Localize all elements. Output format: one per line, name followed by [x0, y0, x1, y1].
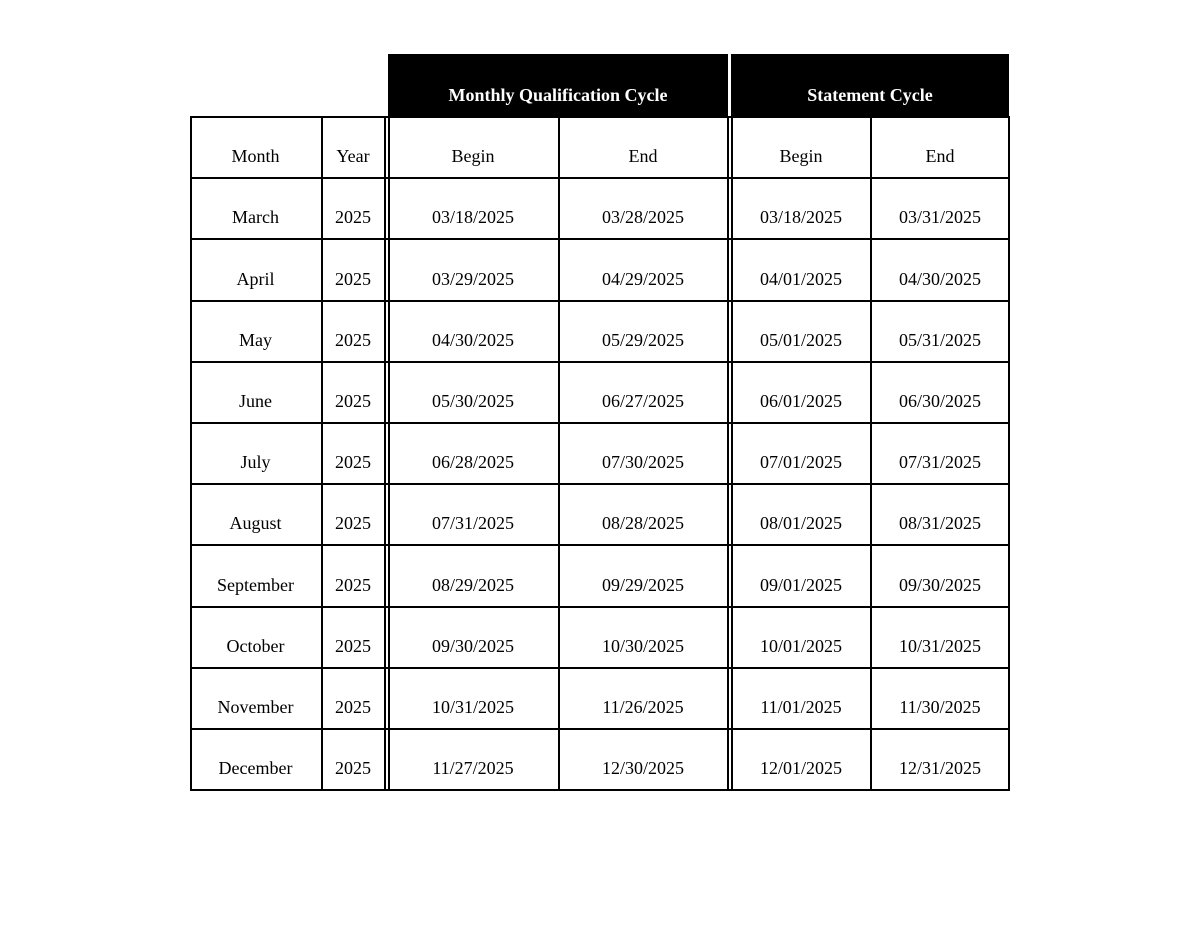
table-cell-qual-end-text: 08/28/2025 [601, 513, 684, 534]
table-cell-stmt-end [871, 545, 1009, 606]
table-cell-qual-end-text: 04/29/2025 [601, 268, 684, 289]
table-cell-qual-end [558, 545, 728, 606]
table-cell-month-text: June [239, 390, 272, 411]
table-cell-stmt-begin [731, 362, 871, 423]
table-cell-year-text: 2025 [335, 390, 371, 411]
column-header-month-text: Month [231, 146, 280, 167]
table-cell-month [190, 484, 321, 545]
table-cell-month [190, 301, 321, 362]
table-cell-stmt-end [871, 607, 1009, 668]
table-cell-year [321, 668, 385, 729]
table-cell-qual-end-text: 06/27/2025 [601, 390, 684, 411]
table-cell-stmt-begin [731, 729, 871, 790]
table-cell-qual-end-text: 09/29/2025 [601, 574, 684, 595]
table-cell-year-text: 2025 [335, 696, 371, 717]
table-cell-qual-begin-text: 03/29/2025 [431, 268, 514, 289]
table-cell-stmt-end-text: 12/31/2025 [898, 758, 981, 779]
table-cell-qual-end-text: 10/30/2025 [601, 635, 684, 656]
table-cell-stmt-end-text: 09/30/2025 [898, 574, 981, 595]
table-cell-qual-end-text: 03/28/2025 [601, 207, 684, 228]
table-cell-year [321, 423, 385, 484]
table-cell-month [190, 607, 321, 668]
table-cell-year-text: 2025 [335, 513, 371, 534]
column-header-stmt-end-text: End [925, 146, 955, 167]
table-cell-qual-begin-text: 06/28/2025 [431, 452, 514, 473]
table-cell-stmt-end [871, 362, 1009, 423]
table-cell-month-text: November [217, 696, 294, 717]
table-cell-stmt-end-text: 04/30/2025 [898, 268, 981, 289]
table-cell-stmt-begin [731, 545, 871, 606]
table-cell-month-text: April [236, 268, 275, 289]
table-cell-stmt-begin [731, 178, 871, 239]
column-header-qual-begin [388, 117, 558, 178]
table-cell-qual-begin-text: 10/31/2025 [431, 696, 514, 717]
table-cell-stmt-begin [731, 301, 871, 362]
table-cell-month [190, 239, 321, 300]
table-cell-month [190, 423, 321, 484]
table-cell-stmt-begin [731, 484, 871, 545]
column-header-year-text: Year [336, 146, 370, 167]
table-cell-qual-end [558, 484, 728, 545]
table-cell-qual-end [558, 178, 728, 239]
table-cell-qual-begin [388, 668, 558, 729]
table-cell-month [190, 729, 321, 790]
table-cell-year-text: 2025 [335, 329, 371, 350]
table-cell-stmt-begin-text: 05/01/2025 [759, 329, 842, 350]
table-cell-stmt-begin [731, 668, 871, 729]
table-cell-year-text: 2025 [335, 574, 371, 595]
table-cell-qual-end-text: 07/30/2025 [601, 452, 684, 473]
table-cell-month [190, 668, 321, 729]
table-cell-stmt-begin-text: 11/01/2025 [760, 696, 842, 717]
column-header-year [321, 117, 385, 178]
table-cell-qual-end-text: 05/29/2025 [601, 329, 684, 350]
table-cell-qual-begin-text: 09/30/2025 [431, 635, 514, 656]
qualification-cycle-group-header [388, 54, 728, 117]
table-cell-qual-end-text: 11/26/2025 [602, 696, 684, 717]
table-cell-month-text: July [240, 452, 271, 473]
statement-cycle-group-header [731, 54, 1009, 117]
table-cell-qual-end [558, 423, 728, 484]
table-cell-stmt-end-text: 03/31/2025 [898, 207, 981, 228]
table-cell-stmt-end [871, 423, 1009, 484]
table-cell-stmt-end [871, 301, 1009, 362]
column-header-stmt-begin [731, 117, 871, 178]
table-cell-qual-begin-text: 05/30/2025 [431, 390, 514, 411]
table-cell-qual-end [558, 239, 728, 300]
table-cell-year [321, 607, 385, 668]
table-cell-stmt-begin-text: 12/01/2025 [759, 758, 842, 779]
table-cell-qual-begin [388, 178, 558, 239]
table-cell-stmt-end-text: 07/31/2025 [898, 452, 981, 473]
table-cell-year-text: 2025 [335, 268, 371, 289]
table-cell-qual-begin-text: 04/30/2025 [431, 329, 514, 350]
table-cell-year-text: 2025 [335, 207, 371, 228]
table-cell-qual-begin-text: 08/29/2025 [431, 574, 514, 595]
table-cell-year [321, 301, 385, 362]
table-cell-qual-begin [388, 239, 558, 300]
table-cell-year [321, 239, 385, 300]
column-header-qual-end [558, 117, 728, 178]
table-cell-qual-begin [388, 362, 558, 423]
table-cell-qual-end [558, 362, 728, 423]
table-cell-stmt-begin [731, 607, 871, 668]
table-cell-stmt-begin [731, 423, 871, 484]
table-cell-year [321, 729, 385, 790]
table-cell-qual-begin [388, 607, 558, 668]
table-cell-qual-end [558, 668, 728, 729]
table-cell-qual-begin-text: 03/18/2025 [431, 207, 514, 228]
table-cell-stmt-end-text: 06/30/2025 [898, 390, 981, 411]
table-cell-stmt-end [871, 668, 1009, 729]
table-cell-year [321, 362, 385, 423]
table-cell-stmt-end-text: 11/30/2025 [899, 696, 981, 717]
qualification-cycle-title: Monthly Qualification Cycle [448, 85, 668, 105]
table-cell-stmt-begin-text: 04/01/2025 [759, 268, 842, 289]
table-cell-month-text: December [218, 758, 293, 779]
table-cell-month-text: October [226, 635, 285, 656]
table-cell-stmt-end [871, 178, 1009, 239]
table-cell-qual-end [558, 729, 728, 790]
table-cell-year [321, 545, 385, 606]
statement-cycle-title: Statement Cycle [807, 85, 933, 105]
table-cell-qual-begin [388, 484, 558, 545]
column-header-month [190, 117, 321, 178]
table-cell-year-text: 2025 [335, 758, 371, 779]
table-cell-month [190, 545, 321, 606]
table-cell-qual-begin [388, 545, 558, 606]
table-cell-stmt-end [871, 484, 1009, 545]
table-cell-month-text: September [217, 574, 294, 595]
table-cell-stmt-begin [731, 239, 871, 300]
column-header-stmt-begin-text: Begin [779, 146, 823, 167]
table-cell-qual-end [558, 301, 728, 362]
table-cell-month-text: August [229, 513, 282, 534]
table-cell-stmt-begin-text: 07/01/2025 [759, 452, 842, 473]
table-cell-stmt-begin-text: 03/18/2025 [759, 207, 842, 228]
table-cell-year [321, 178, 385, 239]
table-cell-month-text: May [239, 329, 272, 350]
table-cell-qual-begin-text: 07/31/2025 [431, 513, 514, 534]
table-cell-qual-begin-text: 11/27/2025 [432, 758, 514, 779]
table-cell-month [190, 362, 321, 423]
table-cell-year [321, 484, 385, 545]
table-cell-qual-begin [388, 423, 558, 484]
column-header-qual-begin-text: Begin [451, 146, 495, 167]
table-cell-stmt-begin-text: 08/01/2025 [759, 513, 842, 534]
table-cell-stmt-end [871, 239, 1009, 300]
table-cell-stmt-begin-text: 06/01/2025 [759, 390, 842, 411]
table-cell-stmt-end-text: 08/31/2025 [898, 513, 981, 534]
table-cell-qual-end-text: 12/30/2025 [601, 758, 684, 779]
table-cell-year-text: 2025 [335, 635, 371, 656]
table-cell-year-text: 2025 [335, 452, 371, 473]
table-cell-qual-begin [388, 729, 558, 790]
table-cell-stmt-begin-text: 09/01/2025 [759, 574, 842, 595]
table-cell-stmt-end-text: 05/31/2025 [898, 329, 981, 350]
column-header-qual-end-text: End [628, 146, 658, 167]
column-header-stmt-end [871, 117, 1009, 178]
table-cell-stmt-end [871, 729, 1009, 790]
table-cell-month-text: March [232, 207, 279, 228]
table-cell-qual-begin [388, 301, 558, 362]
table-cell-stmt-begin-text: 10/01/2025 [759, 635, 842, 656]
table-cell-stmt-end-text: 10/31/2025 [898, 635, 981, 656]
table-cell-qual-end [558, 607, 728, 668]
table-cell-month [190, 178, 321, 239]
